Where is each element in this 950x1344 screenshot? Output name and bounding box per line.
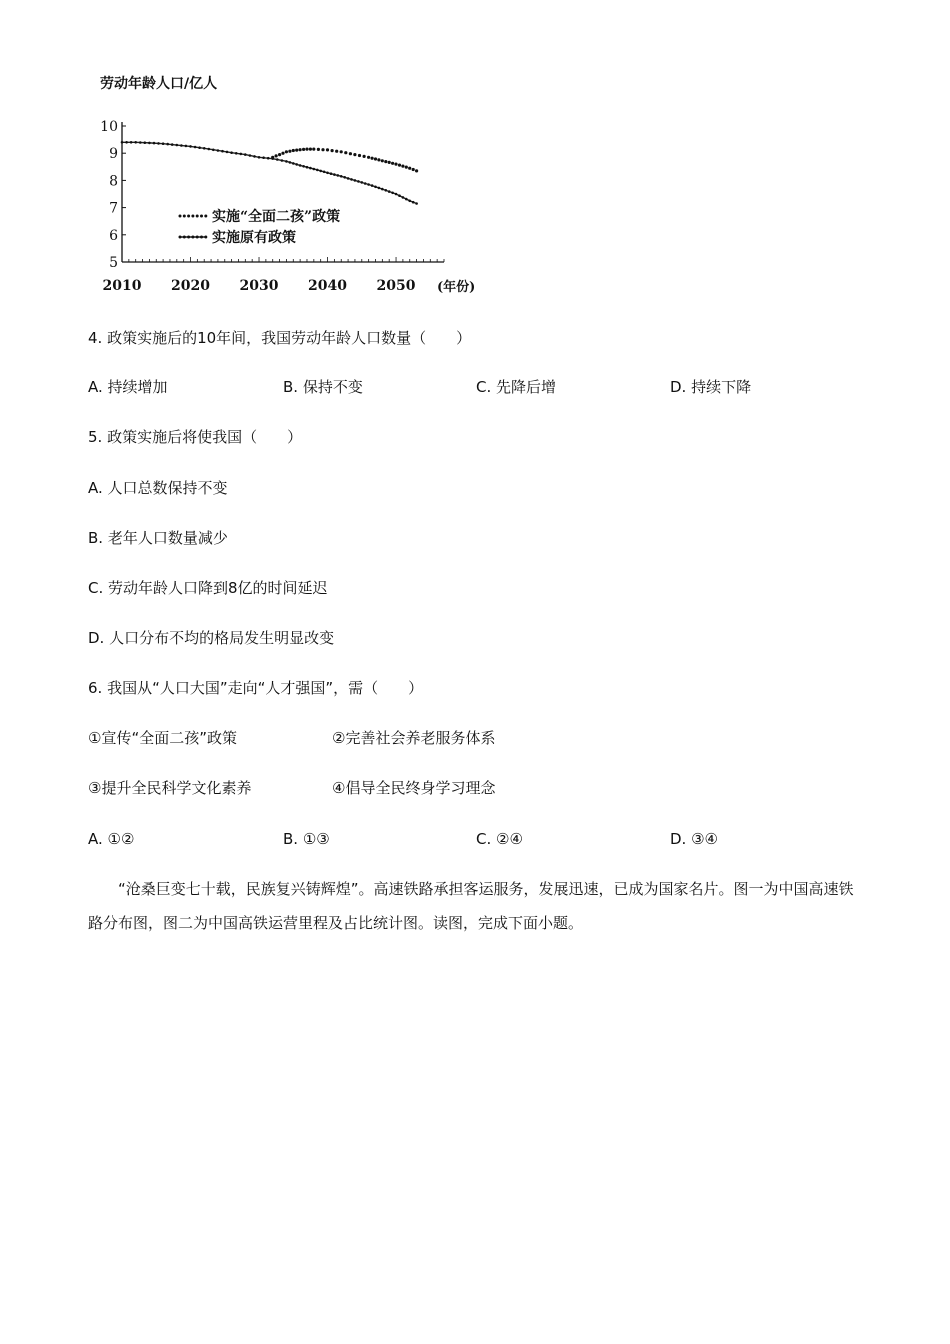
- axes: [100, 119, 444, 294]
- data-point: [313, 168, 316, 171]
- data-point: [358, 154, 361, 157]
- railway-passage: “沧桑巨变七十载，民族复兴铸辉煌”。高速铁路承担客运服务，发展迅速，已成为国家名片。图一为中国高速铁路分布图，图二为中国高铁运营里程及占比统计图。读图，完成下面小题。: [88, 880, 854, 932]
- x-axis-label: (年份): [437, 280, 476, 295]
- q5-option-a[interactable]: A. 人口总数保持不变: [88, 479, 228, 497]
- data-point: [134, 141, 137, 144]
- data-point: [381, 188, 384, 191]
- q6-option-d[interactable]: D. ③④: [670, 830, 718, 848]
- data-point: [335, 150, 338, 153]
- data-point: [371, 184, 374, 187]
- data-point: [333, 173, 336, 176]
- data-point: [253, 155, 256, 158]
- data-point: [306, 166, 309, 169]
- data-point: [412, 168, 415, 171]
- series-layer: [121, 141, 419, 205]
- data-point: [384, 160, 387, 163]
- data-point: [281, 159, 284, 162]
- data-point: [121, 141, 124, 144]
- legend-dot: [179, 236, 182, 239]
- data-point: [212, 149, 215, 152]
- y-tick-label: 5: [109, 255, 118, 271]
- x-tick-label: 2030: [239, 278, 279, 294]
- data-point: [249, 154, 252, 157]
- data-point: [398, 164, 401, 167]
- q4-option-d[interactable]: D. 持续下降: [670, 378, 752, 396]
- data-point: [295, 149, 298, 152]
- legend-dot: [196, 236, 199, 239]
- data-point: [281, 152, 284, 155]
- data-point: [371, 157, 374, 160]
- q6-statement-1: ①宣传“全面二孩”政策: [88, 729, 237, 747]
- data-point: [309, 167, 312, 170]
- data-point: [276, 158, 279, 161]
- legend-dot: [187, 215, 190, 218]
- y-tick-label: 8: [109, 173, 118, 190]
- data-point: [364, 182, 367, 185]
- legend-label: 实施“全面二孩”政策: [212, 209, 341, 225]
- data-point: [337, 174, 340, 177]
- legend-dot: [179, 215, 182, 218]
- data-point: [198, 146, 201, 149]
- legend-dot: [191, 236, 194, 239]
- data-point: [350, 178, 353, 181]
- legend-dot: [183, 236, 186, 239]
- data-point: [288, 150, 291, 153]
- data-point: [180, 144, 183, 147]
- q5-option-d[interactable]: D. 人口分布不均的格局发生明显改变: [88, 629, 335, 647]
- data-point: [185, 145, 188, 148]
- data-point: [162, 142, 165, 145]
- legend: [179, 208, 341, 246]
- data-point: [388, 190, 391, 193]
- data-point: [391, 192, 394, 195]
- data-point: [377, 158, 380, 161]
- data-point: [262, 156, 265, 159]
- data-point: [285, 150, 288, 153]
- labor-population-chart: [92, 70, 492, 300]
- data-point: [408, 200, 411, 203]
- data-point: [278, 153, 281, 156]
- data-point: [153, 142, 156, 145]
- series-2: [121, 141, 418, 205]
- data-point: [354, 179, 357, 182]
- data-point: [302, 165, 305, 168]
- legend-dot: [191, 215, 194, 218]
- data-point: [230, 151, 233, 154]
- data-point: [402, 196, 405, 199]
- data-point: [343, 176, 346, 179]
- data-point: [415, 169, 418, 172]
- data-point: [217, 149, 220, 152]
- q4-stem: 4. 政策实施后的10年间，我国劳动年龄人口数量（ ）: [88, 329, 472, 347]
- legend-dot: [196, 215, 199, 218]
- data-point: [344, 151, 347, 154]
- x-tick-label: 2040: [308, 278, 348, 294]
- data-point: [144, 141, 147, 144]
- q6-statement-2: ②完善社会养老服务体系: [332, 729, 496, 747]
- data-point: [148, 142, 151, 145]
- q6-statement-3: ③提升全民科学文化素养: [88, 779, 252, 797]
- data-point: [305, 148, 308, 151]
- data-point: [309, 148, 312, 151]
- data-point: [394, 163, 397, 166]
- data-point: [275, 154, 278, 157]
- data-point: [395, 193, 398, 196]
- data-point: [292, 162, 295, 165]
- x-tick-label: 2010: [102, 278, 142, 294]
- data-point: [367, 183, 370, 186]
- q6-option-b[interactable]: B. ①③: [283, 830, 330, 848]
- data-point: [323, 171, 326, 174]
- data-point: [226, 151, 229, 154]
- data-point: [330, 172, 333, 175]
- data-point: [130, 141, 133, 144]
- q5-option-c[interactable]: C. 劳动年龄人口降到8亿的时间延迟: [88, 579, 328, 597]
- data-point: [125, 141, 128, 144]
- data-point: [271, 157, 274, 160]
- legend-dot: [200, 215, 203, 218]
- legend-dot: [200, 236, 203, 239]
- q4-option-a[interactable]: A. 持续增加: [88, 378, 168, 396]
- data-point: [391, 162, 394, 165]
- data-point: [299, 148, 302, 151]
- data-point: [157, 142, 160, 145]
- q5-option-b[interactable]: B. 老年人口数量减少: [88, 529, 228, 547]
- data-point: [349, 152, 352, 155]
- data-point: [361, 181, 364, 184]
- data-point: [353, 153, 356, 156]
- series-1: [271, 148, 418, 173]
- data-point: [171, 143, 174, 146]
- y-tick-label: 9: [109, 146, 118, 163]
- data-point: [378, 187, 381, 190]
- data-point: [415, 202, 418, 205]
- data-point: [326, 172, 329, 175]
- data-point: [316, 169, 319, 172]
- data-point: [363, 155, 366, 158]
- data-point: [321, 148, 324, 151]
- data-point: [285, 160, 288, 163]
- data-point: [258, 156, 261, 159]
- legend-dot: [187, 236, 190, 239]
- data-point: [385, 189, 388, 192]
- data-point: [312, 148, 315, 151]
- data-point: [340, 150, 343, 153]
- data-point: [319, 170, 322, 173]
- legend-dot: [204, 215, 207, 218]
- data-point: [374, 186, 377, 189]
- data-point: [398, 194, 401, 197]
- data-point: [176, 144, 179, 147]
- data-point: [412, 201, 415, 204]
- q6-option-c[interactable]: C. ②④: [476, 830, 523, 848]
- data-point: [357, 180, 360, 183]
- legend-item-1: [179, 208, 341, 225]
- data-point: [302, 148, 305, 151]
- legend-label: 实施原有政策: [212, 230, 296, 246]
- data-point: [139, 141, 142, 144]
- data-point: [331, 149, 334, 152]
- data-point: [244, 153, 247, 156]
- y-tick-label: 7: [109, 200, 118, 217]
- data-point: [347, 177, 350, 180]
- data-point: [208, 148, 211, 151]
- data-point: [388, 161, 391, 164]
- data-point: [405, 166, 408, 169]
- data-point: [289, 161, 292, 164]
- legend-item-2: [179, 229, 297, 246]
- series-line: [122, 142, 417, 203]
- data-point: [326, 148, 329, 151]
- data-point: [235, 152, 238, 155]
- data-point: [367, 156, 370, 159]
- y-tick-label: 6: [109, 227, 118, 244]
- data-point: [221, 150, 224, 153]
- q6-stem: 6. 我国从“人口大国”走向“人才强国”，需（ ）: [88, 679, 424, 697]
- data-point: [408, 167, 411, 170]
- data-point: [295, 163, 298, 166]
- data-point: [203, 147, 206, 150]
- data-point: [317, 148, 320, 151]
- data-point: [340, 175, 343, 178]
- data-point: [299, 164, 302, 167]
- q6-statement-4: ④倡导全民终身学习理念: [332, 779, 496, 797]
- x-tick-label: 2050: [376, 278, 416, 294]
- y-axis-label: 劳动年龄人口/亿人: [100, 76, 218, 92]
- q6-option-a[interactable]: A. ①②: [88, 830, 135, 848]
- data-point: [374, 157, 377, 160]
- data-point: [405, 198, 408, 201]
- data-point: [189, 145, 192, 148]
- y-tick-label: 10: [100, 119, 118, 135]
- q5-stem: 5. 政策实施后将使我国（ ）: [88, 428, 303, 446]
- legend-dot: [183, 215, 186, 218]
- q4-option-c[interactable]: C. 先降后增: [476, 378, 557, 396]
- x-tick-label: 2020: [171, 278, 210, 294]
- data-point: [381, 159, 384, 162]
- data-point: [292, 149, 295, 152]
- q4-option-b[interactable]: B. 保持不变: [283, 378, 363, 396]
- data-point: [401, 165, 404, 168]
- data-point: [194, 146, 197, 149]
- data-point: [240, 153, 243, 156]
- legend-dot: [204, 236, 207, 239]
- data-point: [267, 157, 270, 160]
- data-point: [166, 143, 169, 146]
